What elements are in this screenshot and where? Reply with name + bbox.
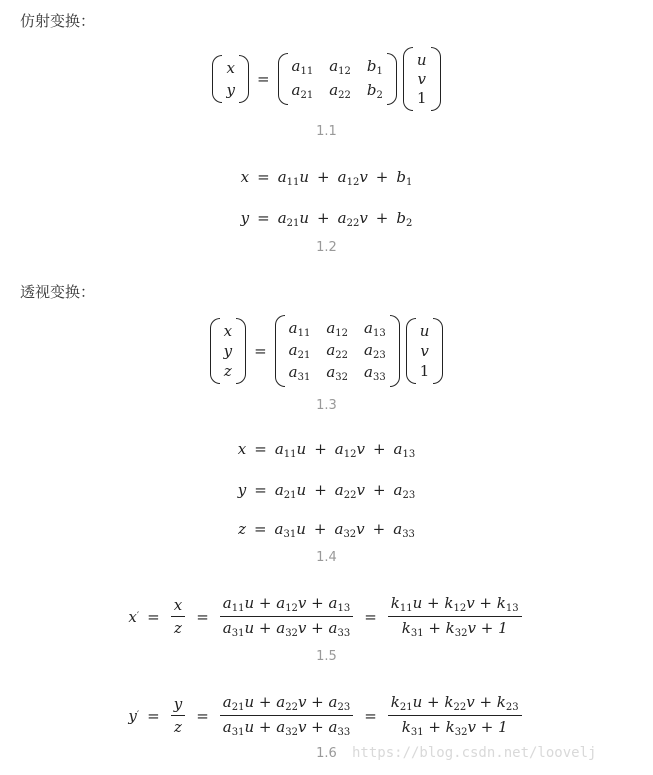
affine-y-equation: $y = a_{21}u + a_{22}v + b_2$ — [240, 209, 413, 229]
affine-x-equation: $x = a_{11}u + a_{12}v + b_1$ — [240, 168, 413, 188]
perspective-coefficient-matrix: $a_{11}$ $a_{12}$ $a_{13}$ $a_{21}$ $a_{22}$ $a_{23}$ $a_{31}$ $a_{32}$ $a_{33}$ — [275, 315, 400, 387]
perspective-heading: 透视变换： — [20, 283, 96, 301]
y-prime-equation: y ′ = $\frac{y}{z}$ = $\frac{a_{21}u + a_{22}v + a_{23}}{a_{31}u + a_{32}v + a_{33}}$ = $\frac{k_{21}u + k_{22}v + k_{23}}{k_{31} + k_{32}v + 1}$ — [0, 693, 653, 738]
perspective-y-equation: $y = a_{21}u + a_{22}v + a_{23}$ — [237, 481, 416, 501]
perspective-matrix-equation: x y z = $a_{11}$ $a_{12}$ $a_{13}$ $a_{21}$ $a_{22}$ $a_{23}$ $a_{31}$ $a_{32}$ $a_{33}$ u v 1 — [0, 315, 653, 388]
vector-uv1: u v 1 — [406, 318, 444, 384]
equation-number: 1.2 — [316, 240, 337, 255]
vector-uv1: u v 1 — [403, 47, 441, 111]
equation-number: 1.1 — [316, 124, 337, 139]
equation-number: 1.3 — [316, 398, 337, 413]
affine-matrix-equation: x y = $a_{11}$ $a_{12}$ $b_1$ $a_{21}$ $a_{22}$ $b_2$ u v 1 — [0, 47, 653, 111]
affine-coefficient-matrix: $a_{11}$ $a_{12}$ $b_1$ $a_{21}$ $a_{22}$ $b_2$ — [278, 53, 397, 105]
vector-xyz: x y z — [210, 318, 246, 384]
watermark-url: https://blog.csdn.net/loovelj — [352, 745, 597, 761]
x-prime-equation: x ′ = $\frac{x}{z}$ = $\frac{a_{11}u + a_{12}v + a_{13}}{a_{31}u + a_{32}v + a_{33}}$ = $\frac{k_{11}u + k_{12}v + k_{13}}{k_{31} + k_{32}v + 1}$ — [0, 594, 653, 639]
equation-number: 1.4 — [316, 550, 337, 565]
equation-number: 1.5 — [316, 649, 337, 664]
affine-heading: 仿射变换： — [20, 12, 96, 30]
perspective-x-equation: $x = a_{11}u + a_{12}v + a_{13}$ — [237, 440, 416, 460]
perspective-z-equation: $z = a_{31}u + a_{32}v + a_{33}$ — [238, 520, 415, 540]
equation-number: 1.6 — [316, 746, 337, 761]
vector-xy: x y — [212, 55, 248, 103]
